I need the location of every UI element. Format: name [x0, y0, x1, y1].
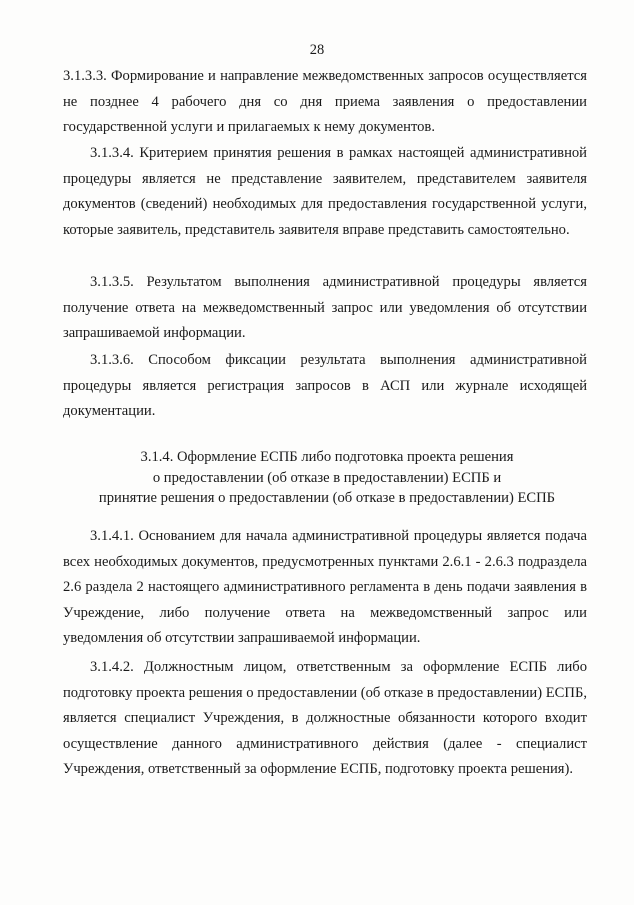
- section-heading: [60, 447, 594, 509]
- paragraph-3-1-4-1: [63, 524, 587, 652]
- paragraph-text: 3.1.3.6. Способом фиксации результата выполнения административной процедуры является регистрация запросов в АСП или журнале исходящей документации.: [63, 352, 587, 420]
- heading-line-2: о предоставлении (об отказе в предоставлении) ЕСПБ и: [152, 469, 502, 486]
- paragraph-text: 3.1.3.4. Критерием принятия решения в рамках настоящей административной процедуры является не представление заявителем, представителем заявителя документов (сведений) необходимых для предоставления государственной услуги, которые заявитель, представитель заявителя вправе представить самостоятельно.: [63, 145, 587, 238]
- paragraph-3-1-3-6: [63, 348, 587, 425]
- paragraph-3-1-3-4: [63, 141, 587, 243]
- paragraph-3-1-3-5: [63, 270, 587, 347]
- paragraph-text: 3.1.4.1. Основанием для начала административной процедуры является подача всех необходимых документов, предусмотренных пунктами 2.6.1 - 2.6.3 подраздела 2.6 раздела 2 настоящего административного регламента в день подачи заявления в Учреждение, либо получение ответа на межведомственный запрос или уведомления об отсутствии запрашиваемой информации.: [63, 528, 587, 647]
- paragraph-text: 3.1.3.5. Результатом выполнения административной процедуры является получение ответа на межведомственный запрос или уведомления об отсутствии запрашиваемой информации.: [63, 274, 587, 342]
- paragraph-3-1-3-3: [63, 64, 587, 141]
- paragraph-text: 3.1.4.2. Должностным лицом, ответственным за оформление ЕСПБ либо подготовку проекта решения о предоставлении (об отказе в предоставлении) ЕСПБ, является специалист Учреждения, в должностные обязанности которого входит осуществление данного административного действия (далее - специалист Учреждения, ответственный за оформление ЕСПБ, подготовку проекта решения).: [63, 659, 587, 778]
- heading-line-3: принятие решения о предоставлении (об отказе в предоставлении) ЕСПБ: [98, 490, 556, 506]
- heading-line-1: 3.1.4. Оформление ЕСПБ либо подготовка проекта решения: [140, 449, 514, 465]
- paragraph-text: 3.1.3.3. Формирование и направление межведомственных запросов осуществляется не позднее 4 рабочего дня со дня приема заявления о предоставлении государственной услуги и прилагаемых к нему документов.: [63, 68, 587, 136]
- paragraph-3-1-4-2: [63, 655, 587, 783]
- page-number: 28: [309, 42, 325, 58]
